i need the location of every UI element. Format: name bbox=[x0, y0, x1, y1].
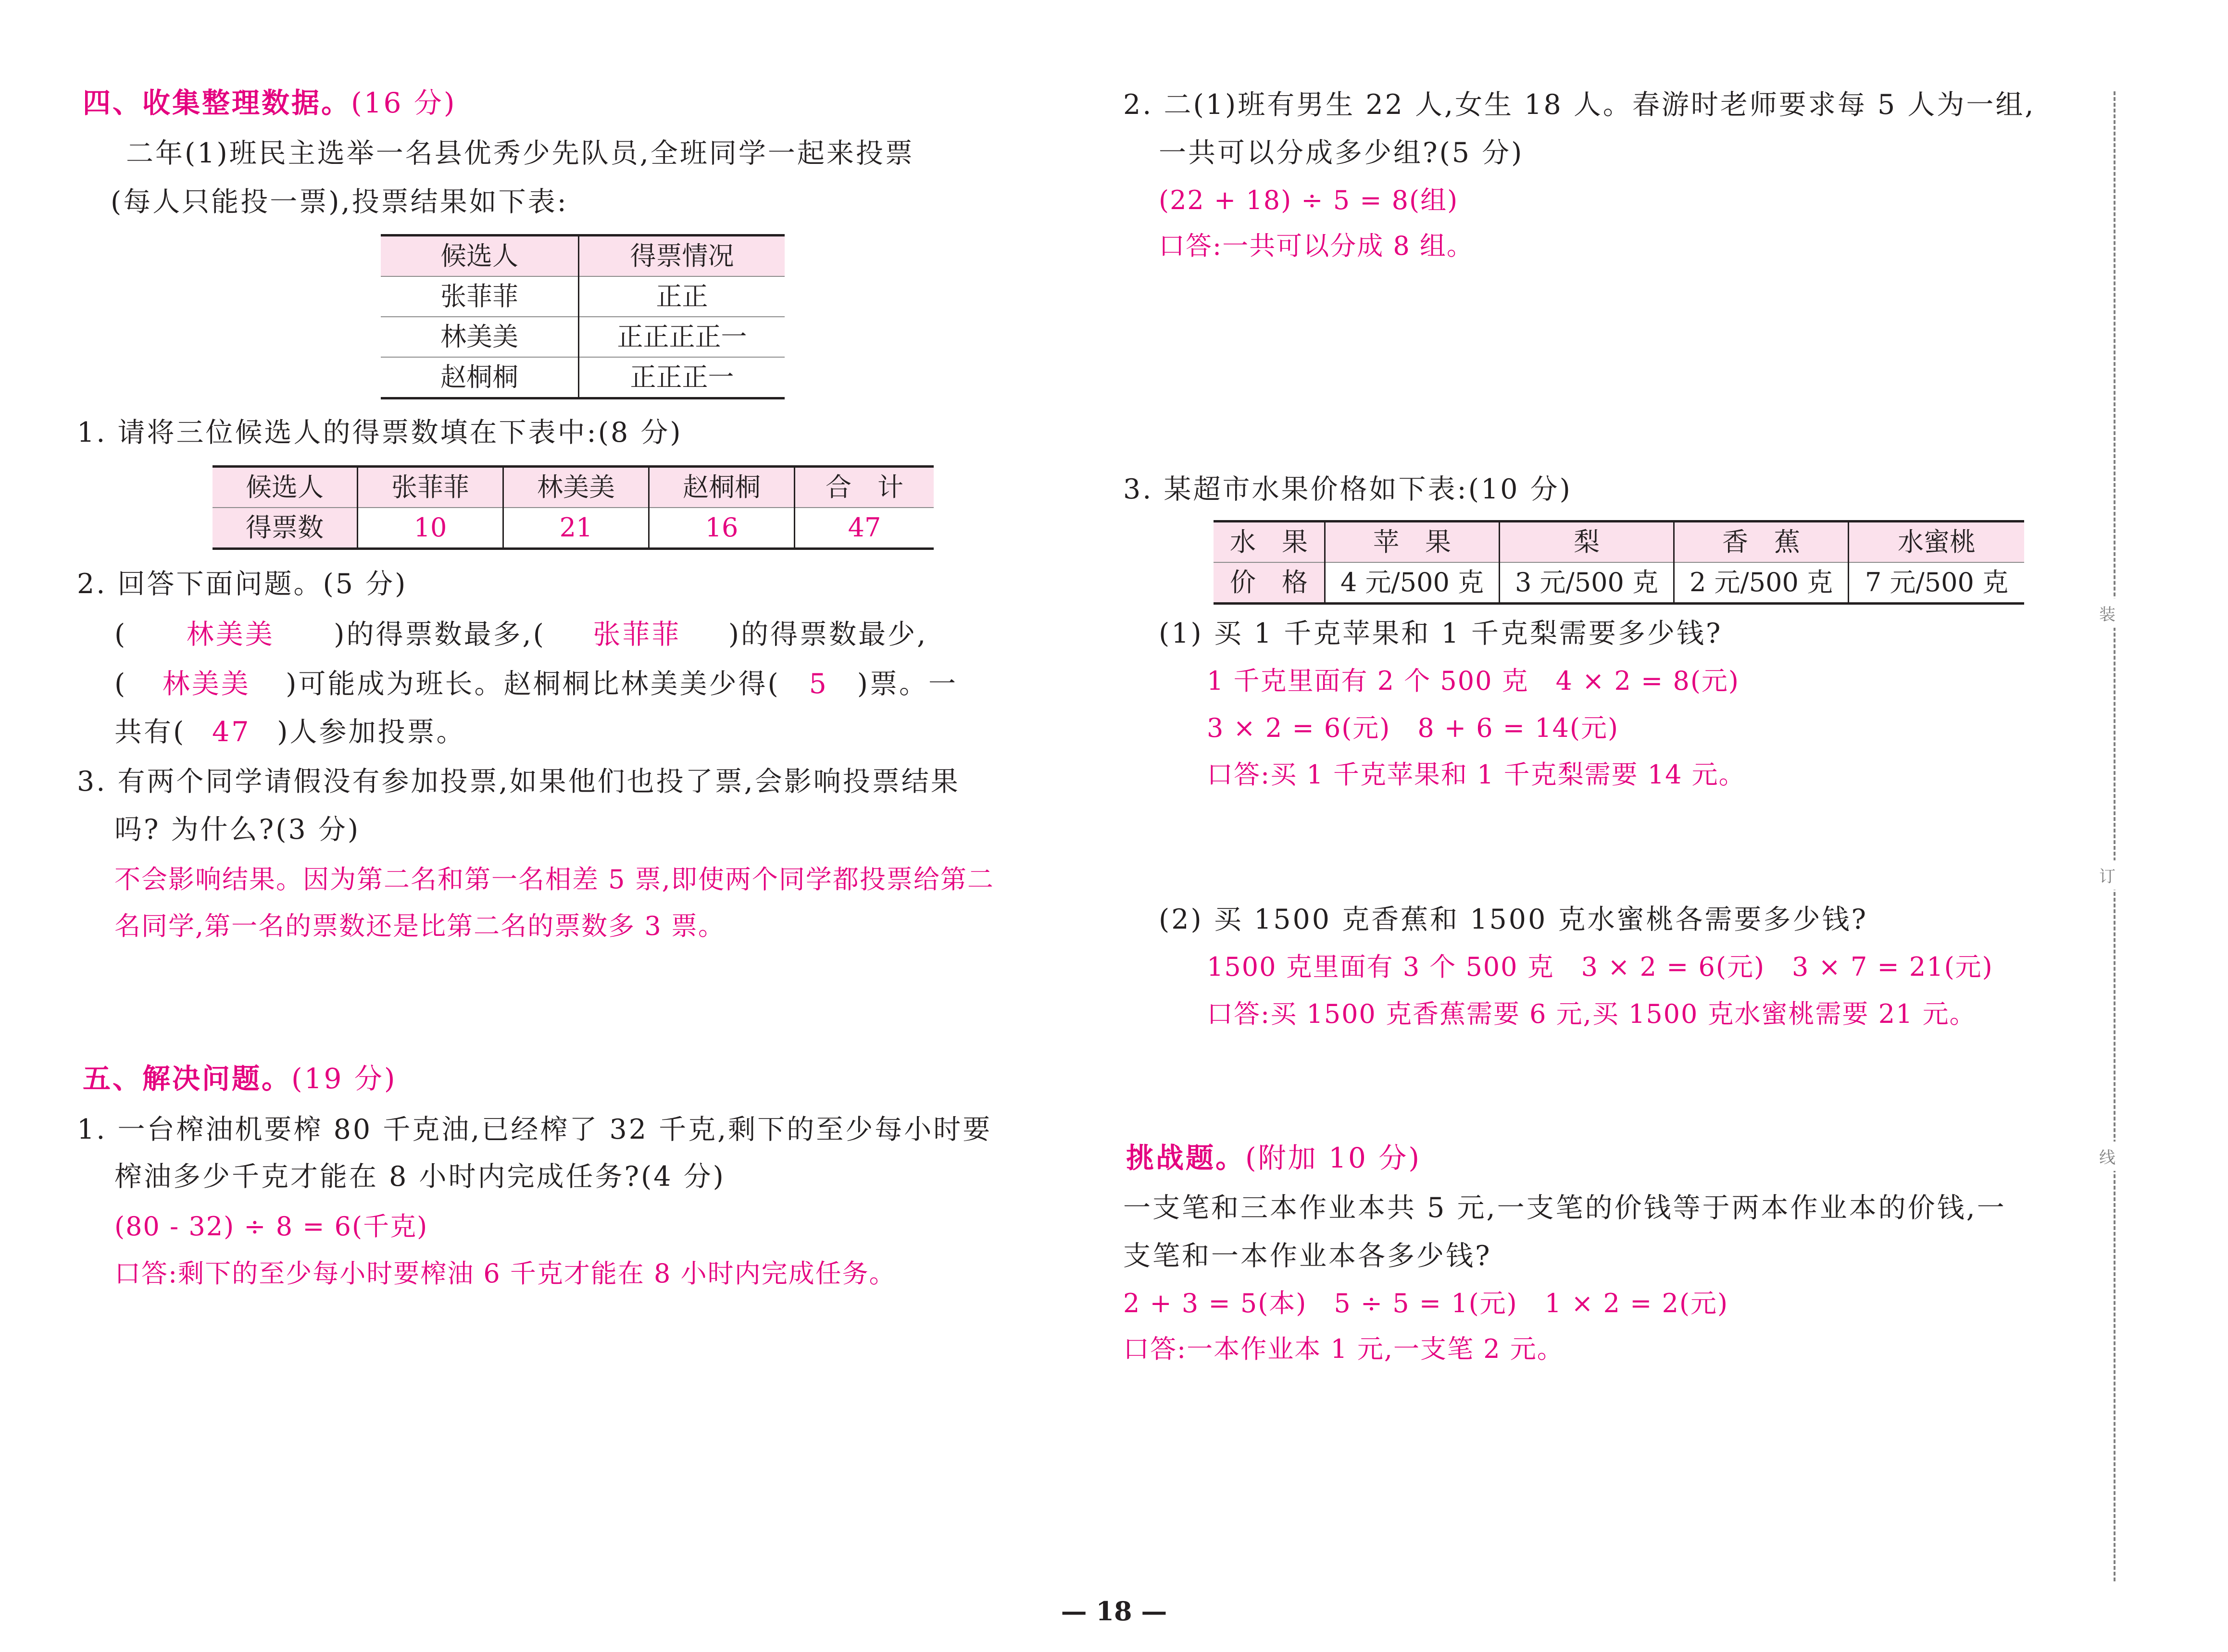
problem-3-1-step1: 1 千克里面有 2 个 500 克 4 × 2 = 8(元) bbox=[1207, 666, 1740, 696]
fruit-price-label: 价 格 bbox=[1214, 562, 1325, 604]
problem-1-calculation: (80 - 32) ÷ 8 = 6(千克) bbox=[114, 1211, 428, 1242]
tally-header-candidate: 候选人 bbox=[381, 236, 579, 277]
problem-3-2: (2) 买 1500 克香蕉和 1500 克水蜜桃各需要多少钱? bbox=[1159, 904, 1868, 935]
fruit-price-table bbox=[1214, 520, 2024, 605]
answer-difference: 5 bbox=[809, 668, 828, 700]
challenge-calculation: 2 + 3 = 5(本) 5 ÷ 5 = 1(元) 1 × 2 = 2(元) bbox=[1123, 1288, 1729, 1318]
fruit-price-cell: 2 元/500 克 bbox=[1674, 562, 1849, 604]
fruit-price-cell: 3 元/500 克 bbox=[1500, 562, 1674, 604]
answer-least-votes: 张菲菲 bbox=[593, 619, 681, 650]
problem-3-2-step1: 1500 克里面有 3 个 500 克 3 × 2 = 6(元) 3 × 7 = 21(元) bbox=[1207, 952, 1993, 982]
question-3-line1: 3. 有两个同学请假没有参加投票,如果他们也投了票,会影响投票结果 bbox=[77, 766, 960, 797]
tally-cell: 赵桐桐 bbox=[381, 357, 579, 398]
binding-char: 装 bbox=[2099, 598, 2115, 628]
answer-leader: 林美美 bbox=[162, 668, 250, 700]
binding-char: 线 bbox=[2099, 1142, 2115, 1171]
question-2: 2. 回答下面问题。(5 分) bbox=[77, 568, 408, 600]
tally-cell: 张菲菲 bbox=[381, 276, 579, 317]
votes-count-cell: 16 bbox=[649, 508, 795, 549]
q3-answer-line2: 名同学,第一名的票数还是比第二名的票数多 3 票。 bbox=[114, 911, 725, 941]
q3-answer-line1: 不会影响结果。因为第二名和第一名相差 5 票,即使两个同学都投票给第二 bbox=[114, 864, 994, 894]
tally-cell: 正正正正一 bbox=[579, 317, 785, 357]
problem-3-1: (1) 买 1 千克苹果和 1 千克梨需要多少钱? bbox=[1159, 618, 1723, 649]
table-row bbox=[381, 317, 785, 357]
challenge-answer: 口答:一本作业本 1 元,一支笔 2 元。 bbox=[1123, 1334, 1564, 1364]
tally-cell: 正正 bbox=[579, 276, 785, 317]
votes-count-cell: 47 bbox=[848, 512, 881, 543]
fruit-name-cell: 香 蕉 bbox=[1674, 522, 1849, 563]
challenge-heading: 挑战题。(附加 10 分) bbox=[1126, 1142, 1421, 1174]
problem-2-calculation: (22 + 18) ÷ 5 = 8(组) bbox=[1159, 185, 1459, 215]
page-number: — 18 — bbox=[1061, 1596, 1167, 1627]
question-3-line2: 吗? 为什么?(3 分) bbox=[114, 814, 361, 845]
votes-header-cell: 赵桐桐 bbox=[649, 467, 795, 508]
binding-char: 订 bbox=[2099, 860, 2115, 890]
votes-header-cell: 林美美 bbox=[503, 467, 649, 508]
tally-cell: 林美美 bbox=[381, 317, 579, 357]
problem-1-line1: 1. 一台榨油机要榨 80 千克油,已经榨了 32 千克,剩下的至少每小时要 bbox=[77, 1114, 992, 1145]
problem-1-answer: 口答:剩下的至少每小时要榨油 6 千克才能在 8 小时内完成任务。 bbox=[114, 1258, 896, 1289]
votes-count-label: 得票数 bbox=[213, 508, 358, 549]
problem-3-1-step2: 3 × 2 = 6(元) 8 + 6 = 14(元) bbox=[1207, 713, 1619, 743]
problem-2-answer: 口答:一共可以分成 8 组。 bbox=[1159, 231, 1474, 261]
fruit-header-label: 水 果 bbox=[1214, 522, 1325, 563]
section5-heading: 五、解决问题。(19 分) bbox=[83, 1062, 397, 1095]
q2-line1: ( 林美美 )的得票数最多,( 张菲菲 )的得票数最少, bbox=[114, 619, 928, 650]
challenge-line1: 一支笔和三本作业本共 5 元,一支笔的价钱等于两本作业本的价钱,一 bbox=[1123, 1192, 2006, 1224]
problem-2-line1: 2. 二(1)班有男生 22 人,女生 18 人。春游时老师要求每 5 人为一组, bbox=[1123, 89, 2036, 121]
votes-count-cell: 21 bbox=[503, 508, 649, 549]
fruit-price-cell: 7 元/500 克 bbox=[1865, 567, 2008, 597]
votes-count-cell: 10 bbox=[358, 508, 503, 549]
problem-3-1-answer: 口答:买 1 千克苹果和 1 千克梨需要 14 元。 bbox=[1207, 759, 1746, 790]
fruit-name-cell: 水蜜桃 bbox=[1849, 522, 2025, 563]
tally-cell: 正正正一 bbox=[630, 362, 734, 392]
problem-3-2-answer: 口答:买 1500 克香蕉需要 6 元,买 1500 克水蜜桃需要 21 元。 bbox=[1207, 999, 1977, 1029]
question-1: 1. 请将三位候选人的得票数填在下表中:(8 分) bbox=[77, 417, 683, 448]
problem-3: 3. 某超市水果价格如下表:(10 分) bbox=[1123, 473, 1572, 505]
section4-intro-line1: 二年(1)班民主选举一名县优秀少先队员,全班同学一起来投票 bbox=[126, 137, 914, 169]
votes-header-cell: 合 计 bbox=[795, 467, 934, 508]
fruit-price-cell: 4 元/500 克 bbox=[1325, 562, 1500, 604]
section4-heading: 四、收集整理数据。(16 分) bbox=[83, 87, 457, 119]
table-row bbox=[381, 276, 785, 317]
votes-header-cell: 张菲菲 bbox=[358, 467, 503, 508]
q2-line2: ( 林美美 )可能成为班长。赵桐桐比林美美少得( 5 )票。一 bbox=[114, 668, 958, 700]
binding-cut-line bbox=[2114, 91, 2115, 1581]
answer-most-votes: 林美美 bbox=[186, 619, 275, 650]
fruit-name-cell: 梨 bbox=[1500, 522, 1674, 563]
votes-header-label: 候选人 bbox=[213, 467, 358, 508]
fruit-name-cell: 苹 果 bbox=[1325, 522, 1500, 563]
answer-total: 47 bbox=[212, 716, 251, 748]
table-row bbox=[381, 357, 785, 398]
votes-table bbox=[213, 465, 934, 550]
problem-2-line2: 一共可以分成多少组?(5 分) bbox=[1159, 137, 1524, 169]
section4-intro-line2: (每人只能投一票),投票结果如下表: bbox=[111, 186, 568, 218]
q2-line3: 共有( 47 )人参加投票。 bbox=[114, 716, 466, 748]
tally-header-votes: 得票情况 bbox=[579, 236, 785, 277]
tally-table bbox=[381, 234, 785, 399]
problem-1-line2: 榨油多少千克才能在 8 小时内完成任务?(4 分) bbox=[114, 1161, 726, 1192]
challenge-line2: 支笔和一本作业本各多少钱? bbox=[1123, 1240, 1492, 1272]
